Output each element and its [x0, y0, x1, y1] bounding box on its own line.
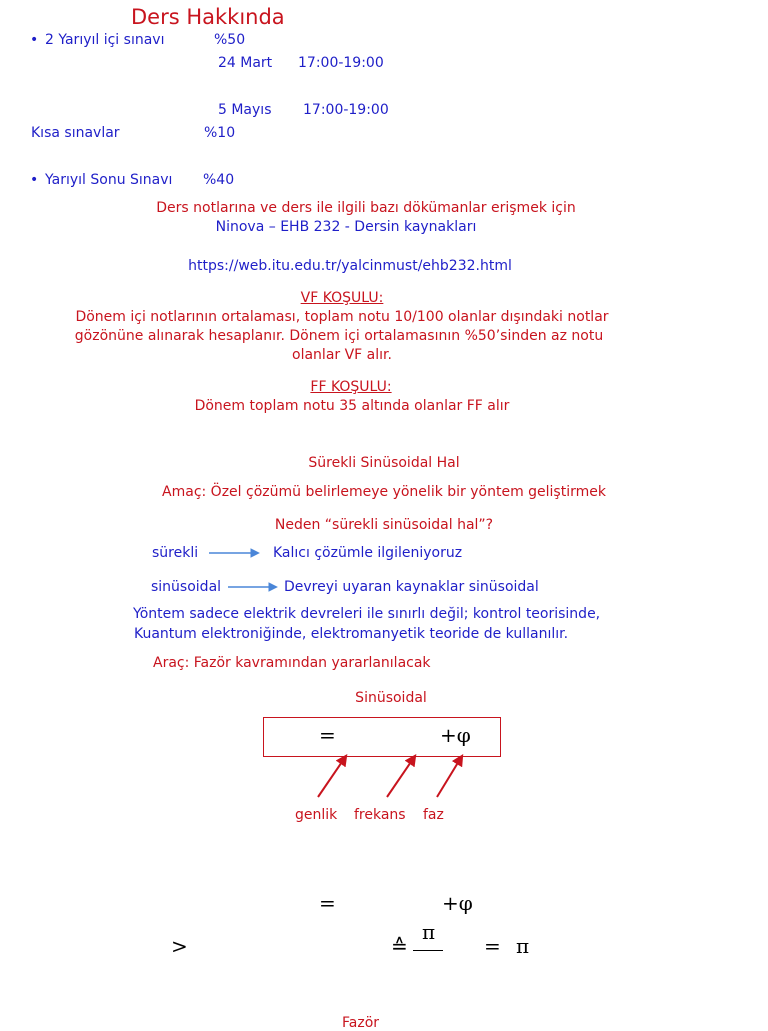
faz-arrow [437, 756, 462, 797]
eq2-phase: +φ [442, 891, 473, 915]
eq3-fraction-line [413, 950, 443, 951]
vf-heading: VF KOŞULU: [300, 290, 384, 306]
vf-line2: gözönüne alınarak hesaplanır. Dönem içi ortalamasının %50’sinden az notu [74, 328, 604, 344]
steady-term: sürekli [152, 545, 199, 561]
midterm-percent: %50 [214, 32, 246, 48]
genlik-arrow [318, 756, 346, 797]
method-line2: Kuantum elektroniğinde, elektromanyetik teoride de kullanılır. [134, 626, 569, 642]
eq2-equals: = [319, 891, 336, 915]
exam1-date: 24 Mart [218, 55, 273, 71]
eq3-gt: > [171, 934, 188, 958]
frekans-arrow [387, 756, 415, 797]
topic-tool: Araç: Fazör kavramından yararlanılacak [153, 655, 431, 671]
ff-heading: FF KOŞULU: [310, 379, 392, 395]
quiz-percent: %10 [204, 125, 236, 141]
quiz-label: Kısa sınavlar [31, 125, 120, 141]
exam1-time: 17:00-19:00 [298, 55, 384, 71]
midterm-label: 2 Yarıyıl içi sınavı [45, 32, 165, 48]
resources-line1: Ders notlarına ve ders ile ilgili bazı dökümanlar erişmek için [156, 200, 576, 216]
method-line1: Yöntem sadece elektrik devreleri ile sınırlı değil; kontrol teorisinde, [133, 606, 601, 622]
genlik-label: genlik [295, 807, 338, 823]
frekans-label: frekans [354, 807, 406, 823]
eq3-pi: π [516, 934, 530, 958]
topic-heading: Sürekli Sinüsoidal Hal [308, 455, 460, 471]
sin-term: sinüsoidal [151, 579, 222, 595]
page-title: Ders Hakkında [131, 5, 285, 29]
sinusoid-phase: +φ [440, 723, 471, 747]
midterm-bullet: • [30, 32, 39, 48]
final-label: Yarıyıl Sonu Sınavı [45, 172, 173, 188]
exam2-time: 17:00-19:00 [303, 102, 389, 118]
vf-line1: Dönem içi notlarının ortalaması, toplam notu 10/100 olanlar dışındaki notlar [75, 309, 609, 325]
final-bullet: • [30, 172, 39, 188]
exam2-date: 5 Mayıs [218, 102, 272, 118]
final-percent: %40 [203, 172, 235, 188]
eq3-equals: = [484, 934, 501, 958]
sinusoid-label: Sinüsoidal [355, 690, 427, 706]
sin-desc: Devreyi uyaran kaynaklar sinüsoidal [284, 579, 539, 595]
eq3-pi-numerator: π [422, 920, 436, 944]
footer-partial-text: Fazör [342, 1015, 380, 1031]
vf-line3: olanlar VF alır. [292, 347, 392, 363]
steady-desc: Kalıcı çözümle ilgileniyoruz [273, 545, 463, 561]
resources-line2: Ninova – EHB 232 - Dersin kaynakları [215, 219, 477, 235]
resources-url[interactable]: https://web.itu.edu.tr/yalcinmust/ehb232.html [188, 258, 512, 274]
eq3-defeq: ≙ [391, 934, 408, 958]
topic-why: Neden “sürekli sinüsoidal hal”? [274, 517, 494, 533]
ff-line1: Dönem toplam notu 35 altında olanlar FF alır [194, 398, 510, 414]
topic-aim: Amaç: Özel çözümü belirlemeye yönelik bir yöntem geliştirmek [162, 484, 606, 500]
sinusoid-equals: = [319, 723, 336, 747]
faz-label: faz [423, 807, 444, 823]
